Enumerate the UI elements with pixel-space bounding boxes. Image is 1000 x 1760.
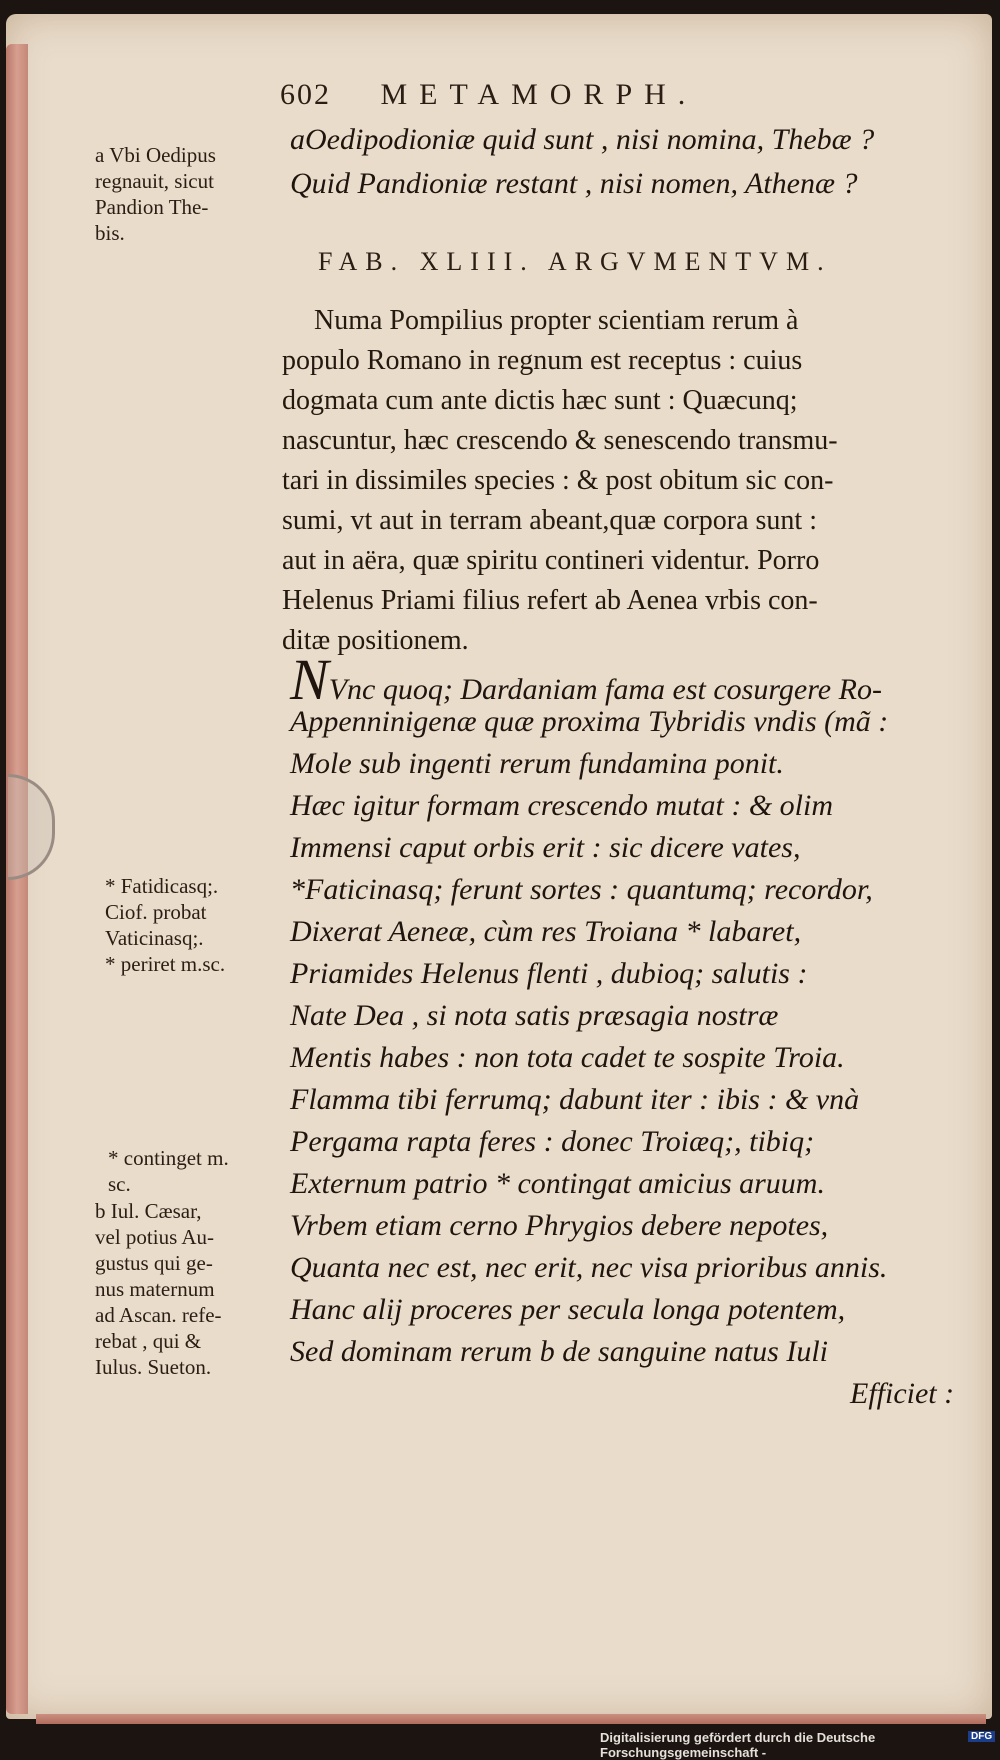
verse-line: Appenninigenæ quæ proxima Tybridis vndis (mã : xyxy=(290,705,889,738)
verse-line: Quid Pandioniæ restant , nisi nomen, Athenæ ? xyxy=(290,167,858,200)
verse-line: Quanta nec est, nec erit, nec visa prioribus annis. xyxy=(290,1251,888,1284)
bottom-edge xyxy=(36,1714,986,1724)
margin-note: * continget m. sc. xyxy=(108,1146,229,1196)
dropcap: N xyxy=(290,647,329,712)
argument-line: populo Romano in regnum est receptus : cuius xyxy=(282,345,803,376)
verse-line: Pergama rapta feres : donec Troiæq;, tibiq; xyxy=(290,1125,815,1158)
margin-note: * Fatidicasq;. Ciof. probat Vaticinasq;. * periret m.sc. xyxy=(105,874,226,976)
verse-line: Mole sub ingenti rerum fundamina ponit. xyxy=(290,747,784,780)
verse-line: Externum patrio * contingat amicius aruum. xyxy=(290,1167,825,1200)
dfg-logo: DFG xyxy=(968,1731,995,1742)
verse-line: Vnc quoq; Dardaniam fama est cosurgere Ro- xyxy=(328,673,882,706)
running-title: METAMORPH. xyxy=(380,78,698,111)
verse-line: Flamma tibi ferrumq; dabunt iter : ibis : & vnà xyxy=(290,1083,860,1116)
verse-line: Vrbem etiam cerno Phrygios debere nepotes, xyxy=(290,1209,829,1242)
verse-line: Hanc alij proceres per secula longa potentem, xyxy=(290,1293,846,1326)
verse-line: *Faticinasq; ferunt sortes : quantumq; recordor, xyxy=(290,873,873,906)
verse-line: Mentis habes : non tota cadet te sospite Troia. xyxy=(290,1041,845,1074)
verse-line: Priamides Helenus flenti , dubioq; salutis : xyxy=(290,957,808,990)
argument-line: dogmata cum ante dictis hæc sunt : Quæcunq; xyxy=(282,385,798,416)
page-clip xyxy=(8,774,55,880)
argument-line: tari in dissimiles species : & post obitum sic con- xyxy=(282,465,834,496)
margin-note: b Iul. Cæsar, vel potius Au- gustus qui ge- nus maternum ad Ascan. refe- rebat , qui & Iulus. Sueton. xyxy=(95,1199,222,1379)
verse-line: Nate Dea , si nota satis præsagia nostræ xyxy=(290,999,779,1032)
argument-line: nascuntur, hæc crescendo & senescendo transmu- xyxy=(282,425,838,456)
argument-line: Helenus Priami filius refert ab Aenea vrbis con- xyxy=(282,585,818,616)
verse-line: Immensi caput orbis erit : sic dicere vates, xyxy=(290,831,801,864)
page-number: 602 xyxy=(280,78,331,111)
verse-line: Hæc igitur formam crescendo mutat : & olim xyxy=(290,789,834,822)
verse-line: Sed dominam rerum b de sanguine natus Iuli xyxy=(290,1335,829,1368)
argument-line: ditæ positionem. xyxy=(282,625,469,656)
running-header xyxy=(280,78,840,118)
argument-line: aut in aëra, quæ spiritu contineri videntur. Porro xyxy=(282,545,820,576)
verse-line: aOedipodioniæ quid sunt , nisi nomina, Thebæ ? xyxy=(290,123,875,156)
argument-line: Numa Pompilius propter scientiam rerum à xyxy=(314,305,799,336)
argument-line: sumi, vt aut in terram abeant,quæ corpora sunt : xyxy=(282,505,817,536)
fable-heading: FAB. XLIII. ARGVMENTVM. xyxy=(318,247,832,276)
verse-line: Dixerat Aeneæ, cùm res Troiana * labaret, xyxy=(290,915,802,948)
margin-note: a Vbi Oedipus regnauit, sicut Pandion The- bis. xyxy=(95,143,216,245)
footer-credit: Digitalisierung gefördert durch die Deutsche Forschungsgemeinschaft - xyxy=(600,1730,876,1760)
catchword: Efficiet : xyxy=(850,1377,955,1410)
